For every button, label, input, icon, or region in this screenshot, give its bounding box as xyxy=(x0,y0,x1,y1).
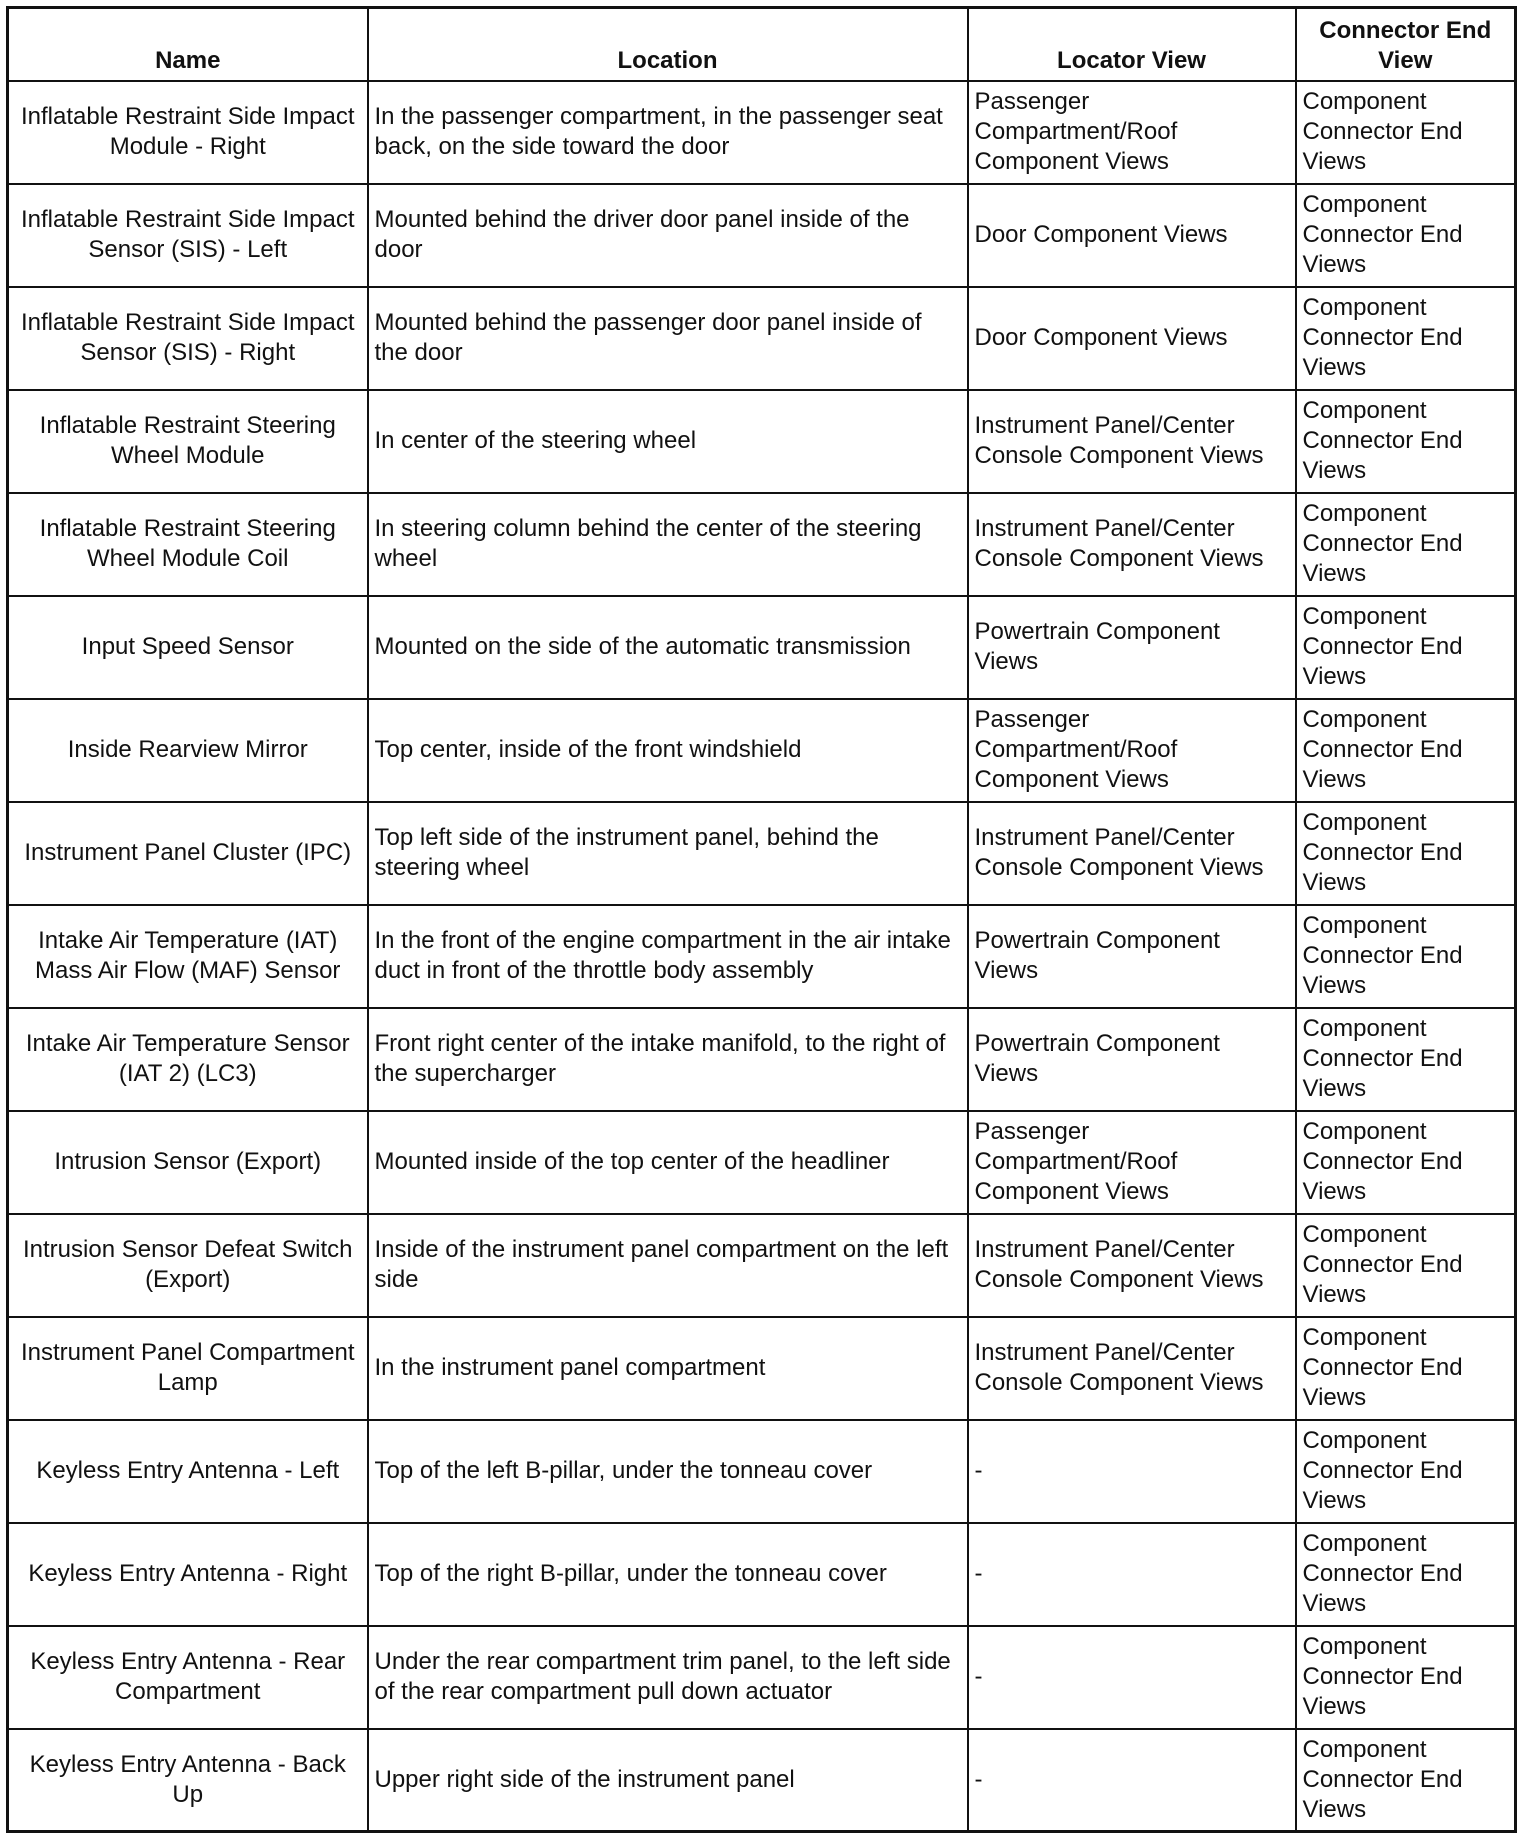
cell-connector-end-view: Component Connector End Views xyxy=(1296,596,1516,699)
cell-name: Intake Air Temperature Sensor (IAT 2) (LC3) xyxy=(8,1008,368,1111)
table-body xyxy=(8,81,1516,1832)
cell-connector-end-view: Component Connector End Views xyxy=(1296,390,1516,493)
header-locator-view: Locator View xyxy=(968,8,1296,81)
cell-location: In the passenger compartment, in the passenger seat back, on the side toward the door xyxy=(368,81,968,184)
cell-locator-view: Door Component Views xyxy=(968,287,1296,390)
cell-connector-end-view: Component Connector End Views xyxy=(1296,905,1516,1008)
cell-locator-view: Instrument Panel/Center Console Component Views xyxy=(968,802,1296,905)
cell-location: Top center, inside of the front windshield xyxy=(368,699,968,802)
table-row xyxy=(8,1214,1516,1317)
table-row xyxy=(8,905,1516,1008)
cell-locator-view: - xyxy=(968,1523,1296,1626)
table-row xyxy=(8,493,1516,596)
cell-location: Under the rear compartment trim panel, to the left side of the rear compartment pull down actuator xyxy=(368,1626,968,1729)
table-row xyxy=(8,699,1516,802)
cell-name: Keyless Entry Antenna - Right xyxy=(8,1523,368,1626)
table-row xyxy=(8,184,1516,287)
cell-locator-view: Passenger Compartment/Roof Component Views xyxy=(968,81,1296,184)
cell-location: In the front of the engine compartment in the air intake duct in front of the throttle body assembly xyxy=(368,905,968,1008)
cell-connector-end-view: Component Connector End Views xyxy=(1296,1111,1516,1214)
cell-locator-view: Passenger Compartment/Roof Component Views xyxy=(968,699,1296,802)
table-row xyxy=(8,1420,1516,1523)
cell-name: Inflatable Restraint Side Impact Module - Right xyxy=(8,81,368,184)
table-header xyxy=(8,8,1516,81)
cell-name: Input Speed Sensor xyxy=(8,596,368,699)
cell-name: Inflatable Restraint Steering Wheel Module xyxy=(8,390,368,493)
table-row xyxy=(8,802,1516,905)
document-page xyxy=(6,6,1514,1823)
cell-location: Top left side of the instrument panel, behind the steering wheel xyxy=(368,802,968,905)
cell-locator-view: Powertrain Component Views xyxy=(968,1008,1296,1111)
cell-locator-view: Powertrain Component Views xyxy=(968,905,1296,1008)
table-row xyxy=(8,287,1516,390)
cell-connector-end-view: Component Connector End Views xyxy=(1296,1626,1516,1729)
cell-connector-end-view: Component Connector End Views xyxy=(1296,493,1516,596)
cell-location: Top of the right B-pillar, under the tonneau cover xyxy=(368,1523,968,1626)
cell-locator-view: Passenger Compartment/Roof Component Views xyxy=(968,1111,1296,1214)
table-row xyxy=(8,596,1516,699)
cell-locator-view: Powertrain Component Views xyxy=(968,596,1296,699)
cell-name: Inflatable Restraint Side Impact Sensor (SIS) - Right xyxy=(8,287,368,390)
cell-locator-view: Instrument Panel/Center Console Component Views xyxy=(968,1214,1296,1317)
cell-locator-view: Instrument Panel/Center Console Component Views xyxy=(968,493,1296,596)
cell-location: Mounted inside of the top center of the headliner xyxy=(368,1111,968,1214)
cell-location: Upper right side of the instrument panel xyxy=(368,1729,968,1832)
cell-connector-end-view: Component Connector End Views xyxy=(1296,1214,1516,1317)
cell-name: Keyless Entry Antenna - Left xyxy=(8,1420,368,1523)
header-row xyxy=(8,8,1516,81)
cell-location: Inside of the instrument panel compartment on the left side xyxy=(368,1214,968,1317)
cell-name: Instrument Panel Cluster (IPC) xyxy=(8,802,368,905)
cell-name: Inflatable Restraint Steering Wheel Module Coil xyxy=(8,493,368,596)
cell-connector-end-view: Component Connector End Views xyxy=(1296,287,1516,390)
component-locator-table xyxy=(6,6,1517,1833)
cell-connector-end-view: Component Connector End Views xyxy=(1296,1523,1516,1626)
table-row xyxy=(8,81,1516,184)
cell-location: In center of the steering wheel xyxy=(368,390,968,493)
cell-locator-view: - xyxy=(968,1420,1296,1523)
cell-locator-view: Instrument Panel/Center Console Component Views xyxy=(968,390,1296,493)
cell-connector-end-view: Component Connector End Views xyxy=(1296,1420,1516,1523)
cell-location: Top of the left B-pillar, under the tonneau cover xyxy=(368,1420,968,1523)
cell-connector-end-view: Component Connector End Views xyxy=(1296,81,1516,184)
cell-name: Instrument Panel Compartment Lamp xyxy=(8,1317,368,1420)
cell-name: Keyless Entry Antenna - Back Up xyxy=(8,1729,368,1832)
header-name: Name xyxy=(8,8,368,81)
cell-connector-end-view: Component Connector End Views xyxy=(1296,1008,1516,1111)
cell-locator-view: Instrument Panel/Center Console Component Views xyxy=(968,1317,1296,1420)
cell-name: Intrusion Sensor (Export) xyxy=(8,1111,368,1214)
cell-connector-end-view: Component Connector End Views xyxy=(1296,184,1516,287)
cell-location: In steering column behind the center of the steering wheel xyxy=(368,493,968,596)
header-connector-end-view: Connector End View xyxy=(1296,8,1516,81)
cell-name: Inflatable Restraint Side Impact Sensor (SIS) - Left xyxy=(8,184,368,287)
cell-locator-view: - xyxy=(968,1626,1296,1729)
cell-location: Mounted on the side of the automatic transmission xyxy=(368,596,968,699)
table-row xyxy=(8,1626,1516,1729)
cell-connector-end-view: Component Connector End Views xyxy=(1296,699,1516,802)
table-row xyxy=(8,1317,1516,1420)
cell-name: Inside Rearview Mirror xyxy=(8,699,368,802)
table-row xyxy=(8,1729,1516,1832)
cell-name: Keyless Entry Antenna - Rear Compartment xyxy=(8,1626,368,1729)
cell-name: Intrusion Sensor Defeat Switch (Export) xyxy=(8,1214,368,1317)
cell-location: Mounted behind the driver door panel inside of the door xyxy=(368,184,968,287)
table-row xyxy=(8,1111,1516,1214)
cell-connector-end-view: Component Connector End Views xyxy=(1296,802,1516,905)
table-row xyxy=(8,1008,1516,1111)
table-row xyxy=(8,1523,1516,1626)
cell-location: Mounted behind the passenger door panel inside of the door xyxy=(368,287,968,390)
cell-location: Front right center of the intake manifold, to the right of the supercharger xyxy=(368,1008,968,1111)
header-location: Location xyxy=(368,8,968,81)
cell-location: In the instrument panel compartment xyxy=(368,1317,968,1420)
cell-locator-view: - xyxy=(968,1729,1296,1832)
cell-connector-end-view: Component Connector End Views xyxy=(1296,1729,1516,1832)
cell-name: Intake Air Temperature (IAT) Mass Air Flow (MAF) Sensor xyxy=(8,905,368,1008)
table-row xyxy=(8,390,1516,493)
cell-locator-view: Door Component Views xyxy=(968,184,1296,287)
cell-connector-end-view: Component Connector End Views xyxy=(1296,1317,1516,1420)
